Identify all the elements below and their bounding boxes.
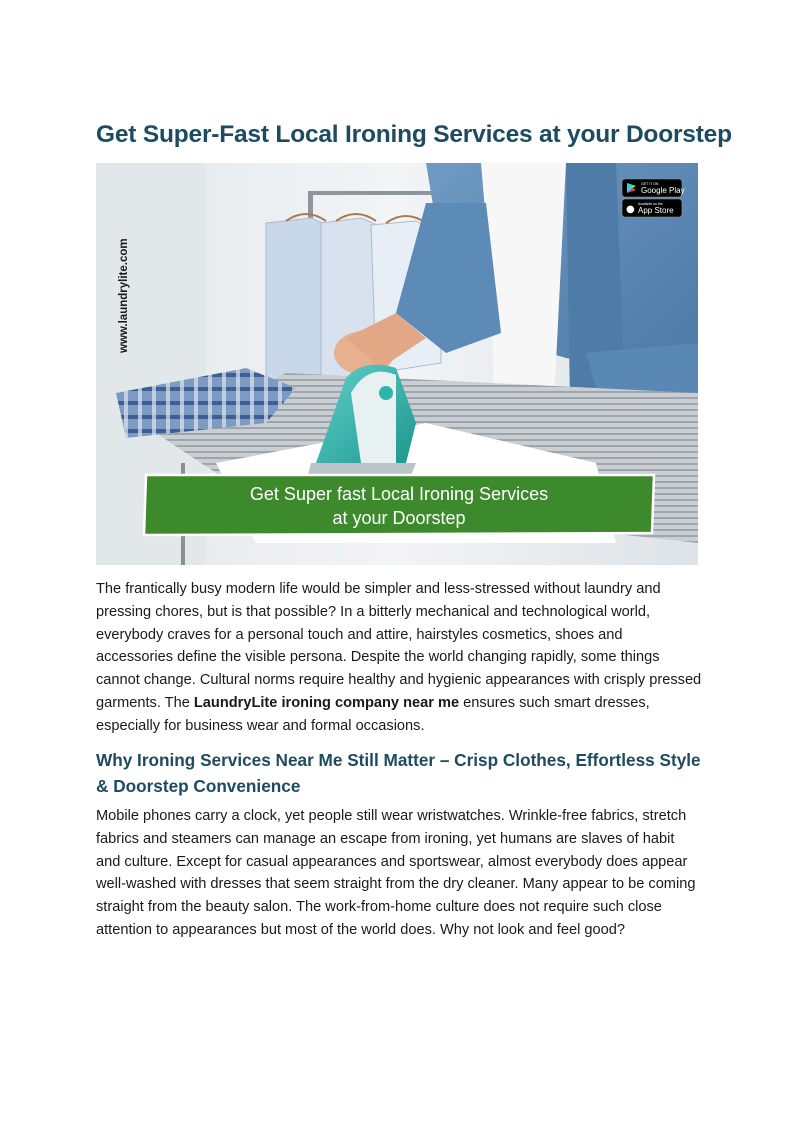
hero-image [96, 163, 698, 565]
hero-banner [144, 475, 654, 535]
google-play-label: Google Play [641, 186, 685, 195]
watermark-text: www.laundrylite.com [118, 238, 130, 353]
app-store-label: App Store [638, 206, 674, 215]
app-store-badge[interactable] [622, 199, 682, 217]
apple-icon: ● [626, 204, 635, 215]
banner-line-2: at your Doorstep [332, 508, 466, 528]
banner-line-1: Get Super fast Local Ironing Services [249, 484, 549, 504]
section-paragraph: Mobile phones carry a clock, yet people still wear wristwatches. Wrinkle-free fabrics, stretch fabrics and steamers can manage an escape from ironing, yet humans are slaves of habit and culture. Except for casual appearances and sportswear, almost everybody does appear well-washed with dresses that seem straight from the dry cleaner. Many appear to be coming straight from the beauty salon. The work-from-home culture does not require such close attention to appearances but most of the world does. Why not look and feel good? [96, 808, 696, 938]
page-title: Get Super-Fast Local Ironing Services at your Doorstep [96, 121, 732, 148]
intro-text-part1: The frantically busy modern life would be simpler and less-stressed without laundry and pressing chores, but is that possible? In a bitterly mechanical and technological world, everybody craves for a personal touch and attire, hairstyles cosmetics, shoes and accessories define the visible persona. Despite the world changing rapidly, some things cannot change. Cultural norms require healthy and hygienic appearances with crisply pressed garments. The [96, 581, 702, 711]
intro-text-part2: ensures such smart dresses, especially for business wear and formal occasions. [96, 694, 650, 734]
app-store-small-text: Available on the [638, 202, 663, 206]
section-heading: Why Ironing Services Near Me Still Matter – Crisp Clothes, Effortless Style & Doorstep Convenience [96, 750, 701, 796]
google-play-badge[interactable] [622, 179, 685, 197]
google-play-small-text: GET IT ON [641, 182, 659, 186]
intro-bold-text: LaundryLite ironing company near me [193, 694, 460, 711]
intro-paragraph [96, 578, 702, 738]
